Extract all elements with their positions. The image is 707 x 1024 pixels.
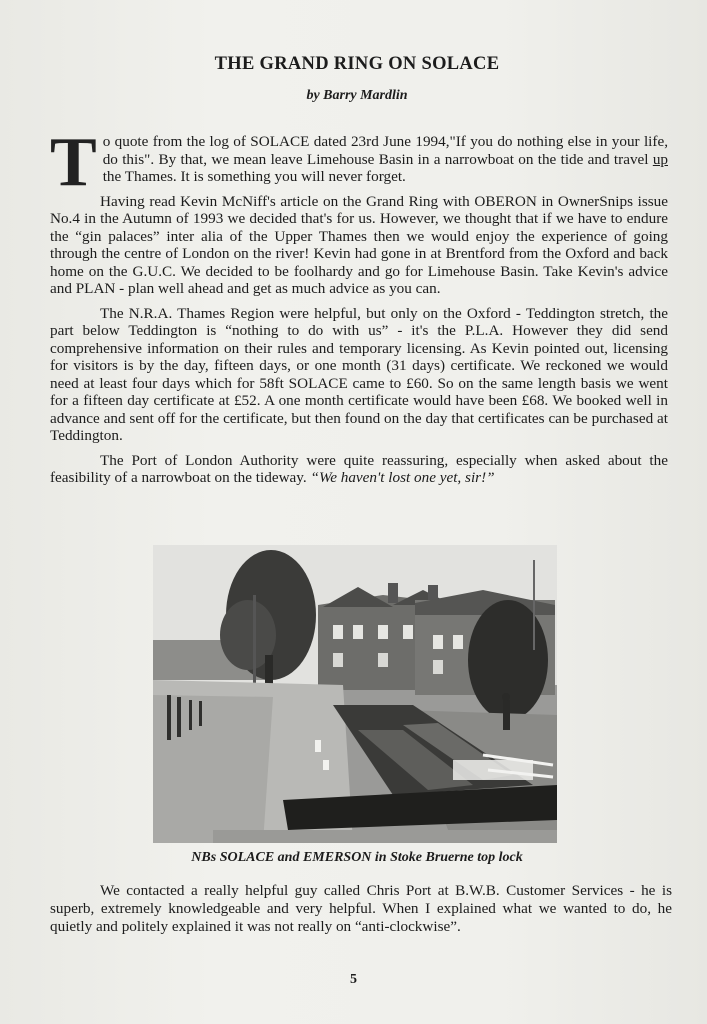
underlined-word: up (652, 150, 668, 168)
article-body-continued (50, 882, 672, 936)
photo-illustration (153, 545, 557, 843)
article-title: THE GRAND RING ON SOLACE (214, 54, 500, 74)
paragraph-1-text-b: the Thames. It is something you will never forget. (102, 168, 406, 185)
paragraph-4 (50, 452, 668, 487)
paragraph-1 (50, 124, 668, 201)
article-body (50, 124, 668, 494)
article-byline: by Barry Mardlin (306, 88, 408, 103)
paragraph-5: We contacted a really helpful guy called Chris Port at B.W.B. Customer Services - he is superb, extremely knowledgeable and very helpful. When I explained what we wanted to do, he quietly and politely explained it was not really on “anti-clockwise”. (50, 882, 672, 935)
paragraph-2: Having read Kevin McNiff's article on the Grand Ring with OBERON in OwnerSnips issue No.4 in the Autumn of 1993 we decided that's for us. However, we thought that if we have to endure the “gin palaces” inter alia of the Upper Thames then we would enjoy the experience of going through the centre of London on the river! Kevin had gone in at Brentford from the Oxford and back home on the G.U.C. We decided to be foolhardy and go for Limehouse Basin. Take Kevin's advice and PLAN - plan well ahead and get as much advice as you can. (50, 192, 668, 297)
paragraph-4-text: The Port of London Authority were quite reassuring, especially when asked about the feasibility of a narrowboat on the tideway. (50, 451, 668, 486)
photo-caption: NBs SOLACE and EMERSON in Stoke Bruerne top lock (191, 850, 523, 865)
canal-lock-photo (153, 545, 557, 843)
page-number: 5 (350, 972, 357, 987)
drop-cap: T (50, 124, 97, 201)
paragraph-3: The N.R.A. Thames Region were helpful, but only on the Oxford - Teddington stretch, the part below Teddington is “nothing to do with us” - it's the P.L.A. However they did send comprehensive information on their rules and temporary licensing. As Kevin pointed out, licensing for visitors is by the day, fifteen days, or one month (31 days) certificate. We reckoned we would need at least four days which for 58ft SOLACE came to £60. So on the same length basis we went for a fifteen day certificate at £52. A one month certificate would have been £68. We booked well in advance and sent off for the certificate, but then found on the day that certificates can be purchased at Teddington. (50, 304, 668, 444)
paragraph-4-quote: “We haven't lost one yet, sir!” (310, 469, 495, 486)
paragraph-1-text-a: o quote from the log of SOLACE dated 23rd June 1994,"If you do nothing else in your life, do this". By that, we mean leave Limehouse Basin in a narrowboat on the tide and travel (102, 133, 668, 168)
